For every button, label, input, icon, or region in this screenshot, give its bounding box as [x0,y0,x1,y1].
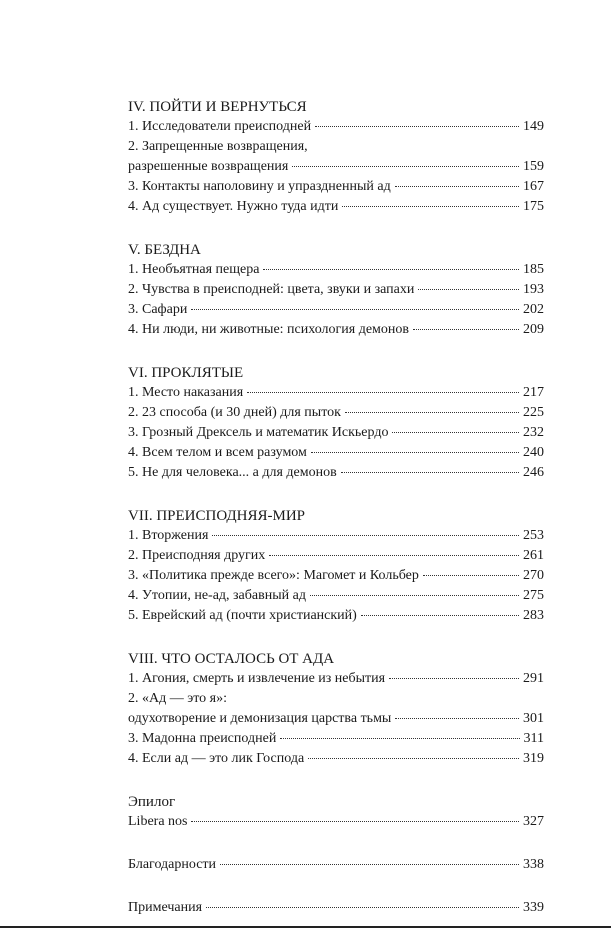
dot-leader [389,678,519,679]
toc-section [128,792,544,832]
dot-leader [395,718,519,719]
page-number: 149 [523,119,544,134]
toc-entry[interactable] [128,423,544,443]
toc-entry-title: Libera nos [128,814,188,829]
page-number: 175 [523,199,544,214]
toc-section [128,898,544,918]
table-of-contents [128,97,544,941]
toc-entry[interactable] [128,197,544,217]
toc-entry-title: 3. Мадонна преисподней [128,731,277,746]
toc-entry[interactable] [128,526,544,546]
section-title: VII. ПРЕИСПОДНЯЯ-МИР [128,508,305,524]
toc-entry-title: 4. Ад существует. Нужно туда идти [128,199,339,214]
dot-leader [315,126,519,127]
dot-leader [269,555,519,556]
toc-entry[interactable] [128,669,544,689]
dot-leader [342,206,519,207]
dot-leader [361,615,519,616]
toc-entry-title: Благодарности [128,857,217,872]
dot-leader [418,289,519,290]
toc-entry-title: 4. Всем телом и всем разумом [128,445,307,460]
toc-entry[interactable] [128,689,544,729]
dot-leader [280,738,519,739]
toc-entry-title: 3. «Политика прежде всего»: Магомет и Кольбер [128,568,419,583]
page-number: 193 [523,282,544,297]
dot-leader [263,269,519,270]
dot-leader [292,166,519,167]
toc-entry[interactable] [128,606,544,626]
page-number: 209 [523,322,544,337]
toc-entry-title: 5. Не для человека... а для демонов [128,465,337,480]
toc-entry-title: 1. Исследователи преисподней [128,119,312,134]
page-number: 217 [523,385,544,400]
toc-entry[interactable] [128,177,544,197]
toc-entry[interactable] [128,260,544,280]
page-number: 159 [523,159,544,174]
toc-entry-title: 4. Ни люди, ни животные: психология демонов [128,322,409,337]
page-number: 319 [523,751,544,766]
toc-section [128,240,544,340]
section-title: VIII. ЧТО ОСТАЛОСЬ ОТ АДА [128,651,335,667]
page-number: 202 [523,302,544,317]
page-number: 167 [523,179,544,194]
page-number: 311 [523,731,544,746]
toc-entry-title: 1. Агония, смерть и извлечение из небытия [128,671,386,686]
dot-leader [341,472,519,473]
toc-section [128,97,544,217]
toc-entry-title: 2. Преисподняя других [128,548,266,563]
dot-leader [206,907,519,908]
toc-entry[interactable] [128,812,544,832]
page-number: 270 [523,568,544,583]
toc-entry-title: 1. Место наказания [128,385,244,400]
toc-section [128,363,544,483]
toc-entry-title: 2. 23 способа (и 30 дней) для пыток [128,405,341,420]
dot-leader [247,392,519,393]
toc-entry[interactable] [128,749,544,769]
dot-leader [311,452,519,453]
toc-entry[interactable] [128,463,544,483]
toc-entry-title: 3. Контакты наполовину и упраздненный ад [128,179,391,194]
dot-leader [191,309,519,310]
toc-entry[interactable] [128,586,544,606]
toc-entry-title: 3. Сафари [128,302,188,317]
toc-entry[interactable] [128,855,544,875]
page-number: 275 [523,588,544,603]
toc-section [128,855,544,875]
toc-entry[interactable] [128,383,544,403]
section-title: Эпилог [128,794,176,810]
toc-entry-title: Примечания [128,900,203,915]
toc-entry[interactable] [128,403,544,423]
page-number: 301 [523,711,544,726]
toc-entry[interactable] [128,729,544,749]
toc-entry[interactable] [128,546,544,566]
toc-entry-line: 2. Запрещенные возвращения, [128,139,308,154]
toc-entry[interactable] [128,280,544,300]
section-title: IV. ПОЙТИ И ВЕРНУТЬСЯ [128,99,307,115]
toc-entry-line: 2. «Ад — это я»: [128,691,228,706]
section-title: VI. ПРОКЛЯТЫЕ [128,365,244,381]
page-number: 240 [523,445,544,460]
toc-entry-title: 4. Утопии, не-ад, забавный ад [128,588,306,603]
dot-leader [220,864,519,865]
toc-entry-title: 4. Если ад — это лик Господа [128,751,305,766]
toc-entry-title: 1. Вторжения [128,528,209,543]
toc-entry[interactable] [128,117,544,137]
toc-entry[interactable] [128,320,544,340]
dot-leader [413,329,519,330]
toc-entry-title: одухотворение и демонизация царства тьмы [128,711,392,726]
toc-entry[interactable] [128,566,544,586]
page-number: 253 [523,528,544,543]
toc-section [128,506,544,626]
page-number: 339 [523,900,544,915]
page-number: 283 [523,608,544,623]
toc-entry-title: 3. Грозный Дрексель и математик Искьердо [128,425,389,440]
dot-leader [423,575,519,576]
dot-leader [392,432,519,433]
dot-leader [212,535,519,536]
page-bottom-rule [0,926,611,928]
toc-entry-title: разрешенные возвращения [128,159,289,174]
toc-section [128,649,544,769]
toc-entry-title: 5. Еврейский ад (почти христианский) [128,608,357,623]
page-number: 232 [523,425,544,440]
page-number: 291 [523,671,544,686]
toc-entry[interactable] [128,443,544,463]
toc-entry[interactable] [128,898,544,918]
dot-leader [345,412,519,413]
page-number: 327 [523,814,544,829]
page-number: 185 [523,262,544,277]
dot-leader [395,186,519,187]
page-number: 261 [523,548,544,563]
dot-leader [191,821,519,822]
toc-entry[interactable] [128,137,544,177]
page-number: 225 [523,405,544,420]
toc-entry-title: 1. Необъятная пещера [128,262,260,277]
page-number: 246 [523,465,544,480]
page-number: 338 [523,857,544,872]
dot-leader [308,758,519,759]
dot-leader [310,595,519,596]
toc-entry[interactable] [128,300,544,320]
section-title: V. БЕЗДНА [128,242,201,258]
toc-entry-title: 2. Чувства в преисподней: цвета, звуки и запахи [128,282,415,297]
